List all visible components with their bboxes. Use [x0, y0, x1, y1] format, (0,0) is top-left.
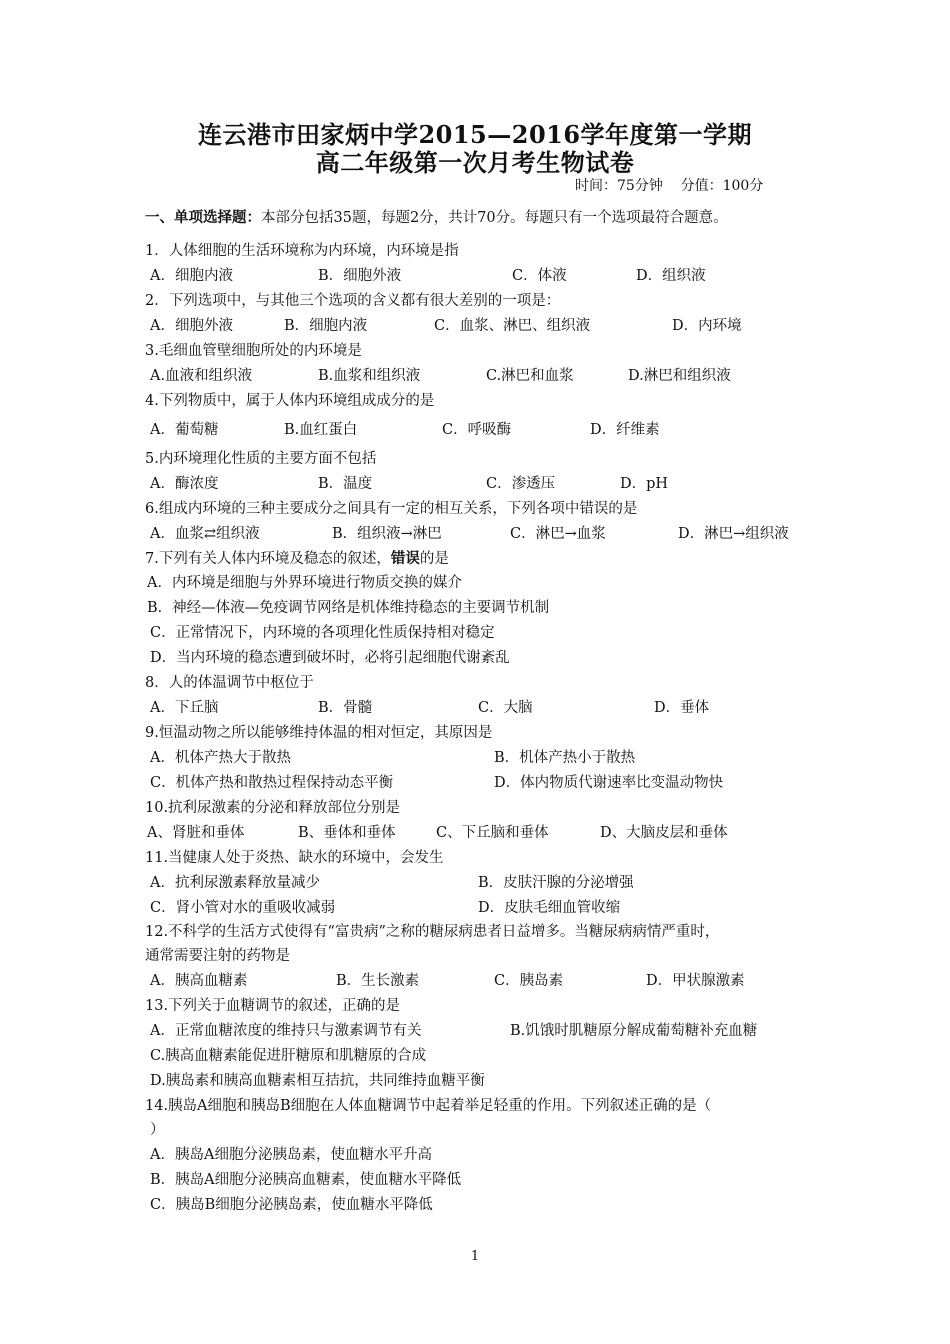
question-1-stem: 1．人体细胞的生活环境称为内环境，内环境是指	[145, 243, 459, 259]
question-7-stem-emphasis: 错误	[390, 550, 420, 567]
question-6-option-d: D．淋巴→组织液	[678, 526, 789, 542]
question-4-option-c: C．呼吸酶	[442, 422, 512, 438]
question-12-stem: 12.不科学的生活方式使得有“富贵病”之称的糖尿病患者日益增多。当糖尿病病情严重时，	[145, 924, 720, 940]
question-13-option-a: A．正常血糖浓度的维持只与激素调节有关	[150, 1023, 422, 1039]
question-5-stem: 5.内环境理化性质的主要方面不包括	[145, 451, 377, 467]
question-1-option-b: B．细胞外液	[318, 268, 402, 284]
question-9-option-c: C．机体产热和散热过程保持动态平衡	[150, 775, 394, 791]
question-8-option-c: C．大脑	[478, 700, 533, 716]
question-10-option-c: C、下丘脑和垂体	[436, 825, 549, 841]
question-7-option-b: B．神经—体液—免疫调节网络是机体维持稳态的主要调节机制	[147, 600, 550, 616]
question-12-option-a: A．胰高血糖素	[150, 973, 248, 989]
question-3-option-d: D.淋巴和组织液	[628, 368, 731, 384]
question-14-option-a: A．胰岛A细胞分泌胰岛素，使血糖水平升高	[150, 1147, 432, 1163]
question-6-option-a: A．血浆⇄组织液	[150, 526, 260, 542]
question-1-option-a: A．细胞内液	[150, 268, 233, 284]
question-5-option-b: B．温度	[318, 476, 373, 492]
question-9-option-d: D．体内物质代谢速率比变温动物快	[494, 775, 724, 791]
question-11-option-d: D．皮肤毛细血管收缩	[478, 900, 621, 916]
question-2-option-a: A．细胞外液	[150, 318, 233, 334]
question-2-option-d: D．内环境	[672, 318, 742, 334]
question-9-option-a: A．机体产热大于散热	[150, 750, 291, 766]
question-7-stem	[145, 549, 449, 569]
question-12-option-d: D．甲状腺激素	[646, 973, 745, 989]
question-7-option-a: A．内环境是细胞与外界环境进行物质交换的媒介	[147, 575, 462, 591]
question-11-option-c: C．肾小管对水的重吸收减弱	[150, 900, 336, 916]
question-6-stem: 6.组成内环境的三种主要成分之间具有一定的相互关系，下列各项中错误的是	[145, 501, 638, 517]
question-5-option-c: C．渗透压	[486, 476, 556, 492]
section-heading	[145, 208, 728, 228]
question-11-stem: 11.当健康人处于炎热、缺水的环境中，会发生	[145, 850, 444, 866]
question-13-option-c: C.胰高血糖素能促进肝糖原和肌糖原的合成	[150, 1048, 427, 1064]
question-6-option-b: B．组织液→淋巴	[332, 526, 442, 542]
question-13-option-d: D.胰岛素和胰高血糖素相互拮抗，共同维持血糖平衡	[150, 1073, 485, 1089]
question-2-stem: 2．下列选项中，与其他三个选项的含义都有很大差别的一项是：	[145, 293, 561, 309]
question-5-option-d: D．pH	[620, 476, 669, 492]
question-4-option-b: B.血红蛋白	[284, 422, 358, 438]
question-14-option-b: B．胰岛A细胞分泌胰高血糖素，使血糖水平降低	[150, 1172, 462, 1188]
section-instructions: 本部分包括35题，每题2分，共计70分。每题只有一个选项最符合题意。	[261, 210, 728, 226]
question-4-option-d: D．纤维素	[590, 422, 660, 438]
question-8-option-b: B．骨髓	[318, 700, 373, 716]
question-12-stem-continued: 通常需要注射的药物是	[145, 948, 290, 964]
question-12-option-b: B．生长激素	[336, 973, 420, 989]
section-title: 一、单项选择题：	[145, 209, 261, 226]
exam-time-score: 时间：75分钟 分值：100分	[575, 178, 764, 194]
question-7-stem-start: 7.下列有关人体内环境及稳态的叙述，	[145, 551, 391, 567]
question-1-option-c: C．体液	[512, 268, 567, 284]
question-12-option-c: C．胰岛素	[494, 973, 564, 989]
question-3-option-a: A.血液和组织液	[150, 368, 253, 384]
question-8-stem: 8．人的体温调节中枢位于	[145, 675, 314, 691]
question-6-option-c: C．淋巴→血浆	[510, 526, 606, 542]
question-9-option-b: B．机体产热小于散热	[494, 750, 636, 766]
question-9-stem: 9.恒温动物之所以能够维持体温的相对恒定，其原因是	[145, 725, 493, 741]
question-13-option-b: B.饥饿时肌糖原分解成葡萄糖补充血糖	[510, 1023, 758, 1039]
question-1-option-d: D．组织液	[636, 268, 706, 284]
question-2-option-c: C．血浆、淋巴、组织液	[434, 318, 591, 334]
question-14-stem: 14.胰岛A细胞和胰岛B细胞在人体血糖调节中起着举足轻重的作用。下列叙述正确的是（	[145, 1098, 712, 1114]
question-11-option-a: A．抗利尿激素释放量减少	[150, 875, 320, 891]
question-3-stem: 3.毛细血管壁细胞所处的内环境是	[145, 343, 362, 359]
question-10-option-a: A、肾脏和垂体	[147, 825, 245, 841]
question-3-option-c: C.淋巴和血浆	[486, 368, 574, 384]
question-14-option-c: C．胰岛B细胞分泌胰岛素，使血糖水平降低	[150, 1197, 433, 1213]
question-13-stem: 13.下列关于血糖调节的叙述，正确的是	[145, 998, 401, 1014]
question-7-option-d: D．当内环境的稳态遭到破坏时，必将引起细胞代谢紊乱	[150, 650, 510, 666]
question-8-option-d: D．垂体	[654, 700, 710, 716]
question-11-option-b: B．皮肤汗腺的分泌增强	[478, 875, 634, 891]
question-2-option-b: B．细胞内液	[284, 318, 368, 334]
question-5-option-a: A．酶浓度	[150, 476, 219, 492]
question-7-stem-end: 的是	[419, 551, 449, 567]
question-3-option-b: B.血浆和组织液	[318, 368, 421, 384]
page-number: 1	[470, 1249, 480, 1264]
question-10-option-b: B、垂体和垂体	[298, 825, 396, 841]
exam-title-line1: 连云港市田家炳中学2015—2016学年度第一学期	[197, 120, 753, 149]
question-7-option-c: C．正常情况下，内环境的各项理化性质保持相对稳定	[150, 625, 495, 641]
question-4-option-a: A．葡萄糖	[150, 422, 219, 438]
exam-title-line2: 高二年级第一次月考生物试卷	[315, 148, 635, 177]
question-4-stem: 4.下列物质中，属于人体内环境组成成分的是	[145, 393, 435, 409]
question-8-option-a: A．下丘脑	[150, 700, 219, 716]
question-10-stem: 10.抗利尿激素的分泌和释放部位分别是	[145, 800, 401, 816]
question-14-stem-continued: ）	[150, 1122, 165, 1138]
question-10-option-d: D、大脑皮层和垂体	[600, 825, 728, 841]
